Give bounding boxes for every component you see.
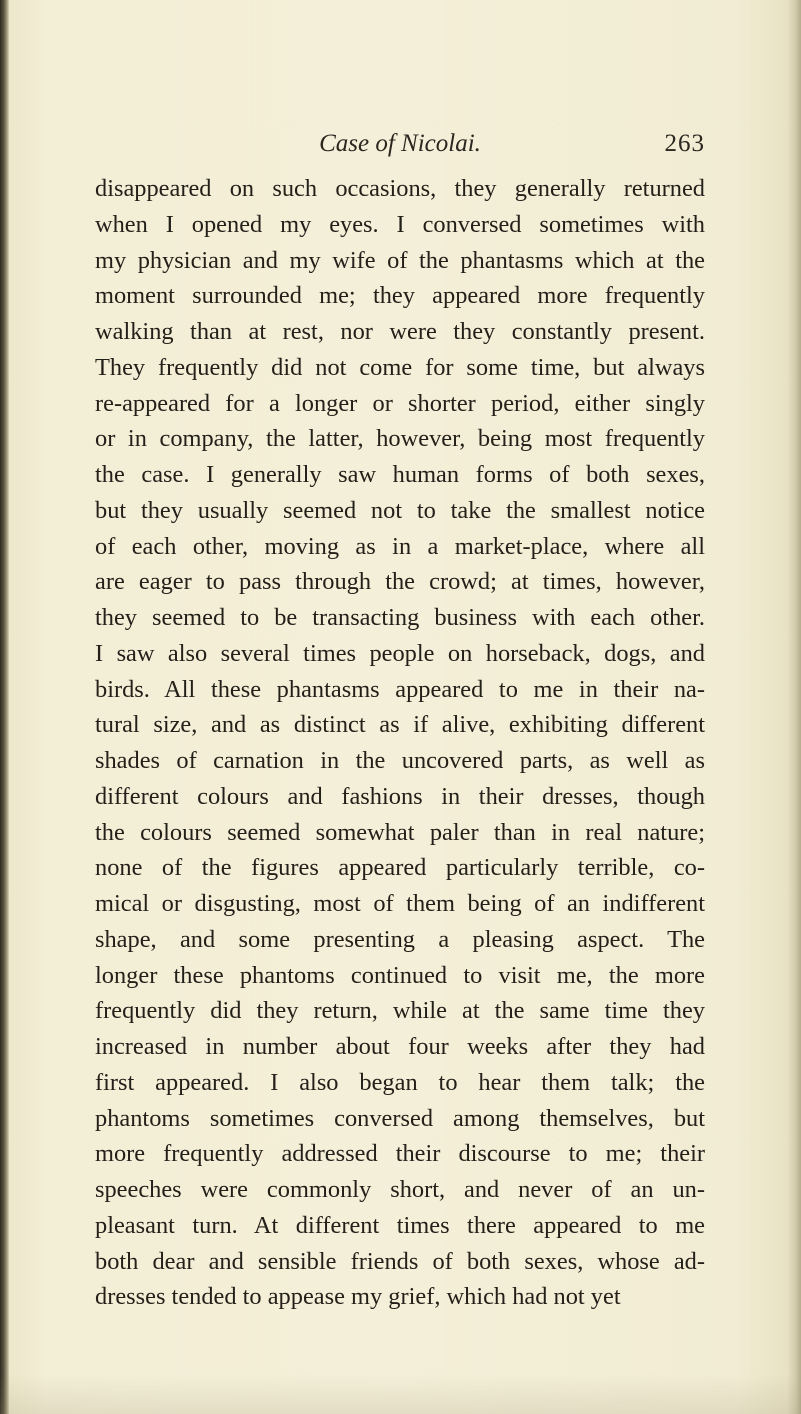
text-line: phantoms sometimes conversed among themselves, but [95,1104,705,1132]
text-line: disappeared on such occasions, they generally returned [95,175,705,202]
text-line: moment surrounded me; they appeared more frequently [95,282,705,310]
text-line: birds. All these phantasms appeared to me in their na- [95,675,705,703]
text-line: shape, and some presenting a pleasing aspect. The [95,925,705,953]
text-line: re-appeared for a longer or shorter period, either singly [95,389,705,417]
text-line: but they usually seemed not to take the smallest notice [95,496,705,524]
text-line: pleasant turn. At different times there appeared to me [95,1211,705,1239]
text-line: they seemed to be transacting business with each other. [95,604,705,631]
text-line: the colours seemed somewhat paler than in real nature; [95,818,705,846]
text-line: I saw also several times people on horseback, dogs, and [95,639,705,667]
body-text [95,171,705,1315]
binding-gutter [0,0,9,1414]
text-line: frequently did they return, while at the same time they [95,997,705,1025]
text-line: longer these phantoms continued to visit me, the more [95,961,705,989]
text-line: shades of carnation in the uncovered parts, as well as [95,747,705,774]
text-line: both dear and sensible friends of both sexes, whose ad- [95,1247,705,1275]
text-line: the case. I generally saw human forms of both sexes, [95,461,705,488]
text-line: dresses tended to appease my grief, which had not yet [95,1283,621,1311]
text-line: are eager to pass through the crowd; at times, however, [95,568,705,596]
page-edge [787,0,801,1414]
text-line: of each other, moving as in a market-place, where all [95,532,705,560]
text-line: tural size, and as distinct as if alive, exhibiting different [95,711,705,739]
text-line: or in company, the latter, however, being most frequently [95,425,705,453]
text-line: none of the figures appeared particularly terrible, co- [95,854,705,882]
page-bottom-shadow [0,1374,801,1414]
page-number: 263 [664,130,705,157]
text-line: my physician and my wife of the phantasms which at the [95,246,705,274]
running-header [95,128,705,160]
text-line: mical or disgusting, most of them being of an indifferent [95,890,705,917]
text-line: walking than at rest, nor were they constantly present. [95,318,705,345]
text-line: speeches were commonly short, and never of an un- [95,1176,705,1203]
text-line: increased in number about four weeks after they had [95,1033,705,1060]
text-line: first appeared. I also began to hear them talk; the [95,1068,705,1096]
running-title: Case of Nicolai. [319,130,481,157]
text-line: when I opened my eyes. I conversed sometimes with [95,210,705,238]
text-line: more frequently addressed their discourse to me; their [95,1140,705,1168]
text-line: different colours and fashions in their dresses, though [95,782,705,810]
text-line: They frequently did not come for some time, but always [95,353,705,381]
